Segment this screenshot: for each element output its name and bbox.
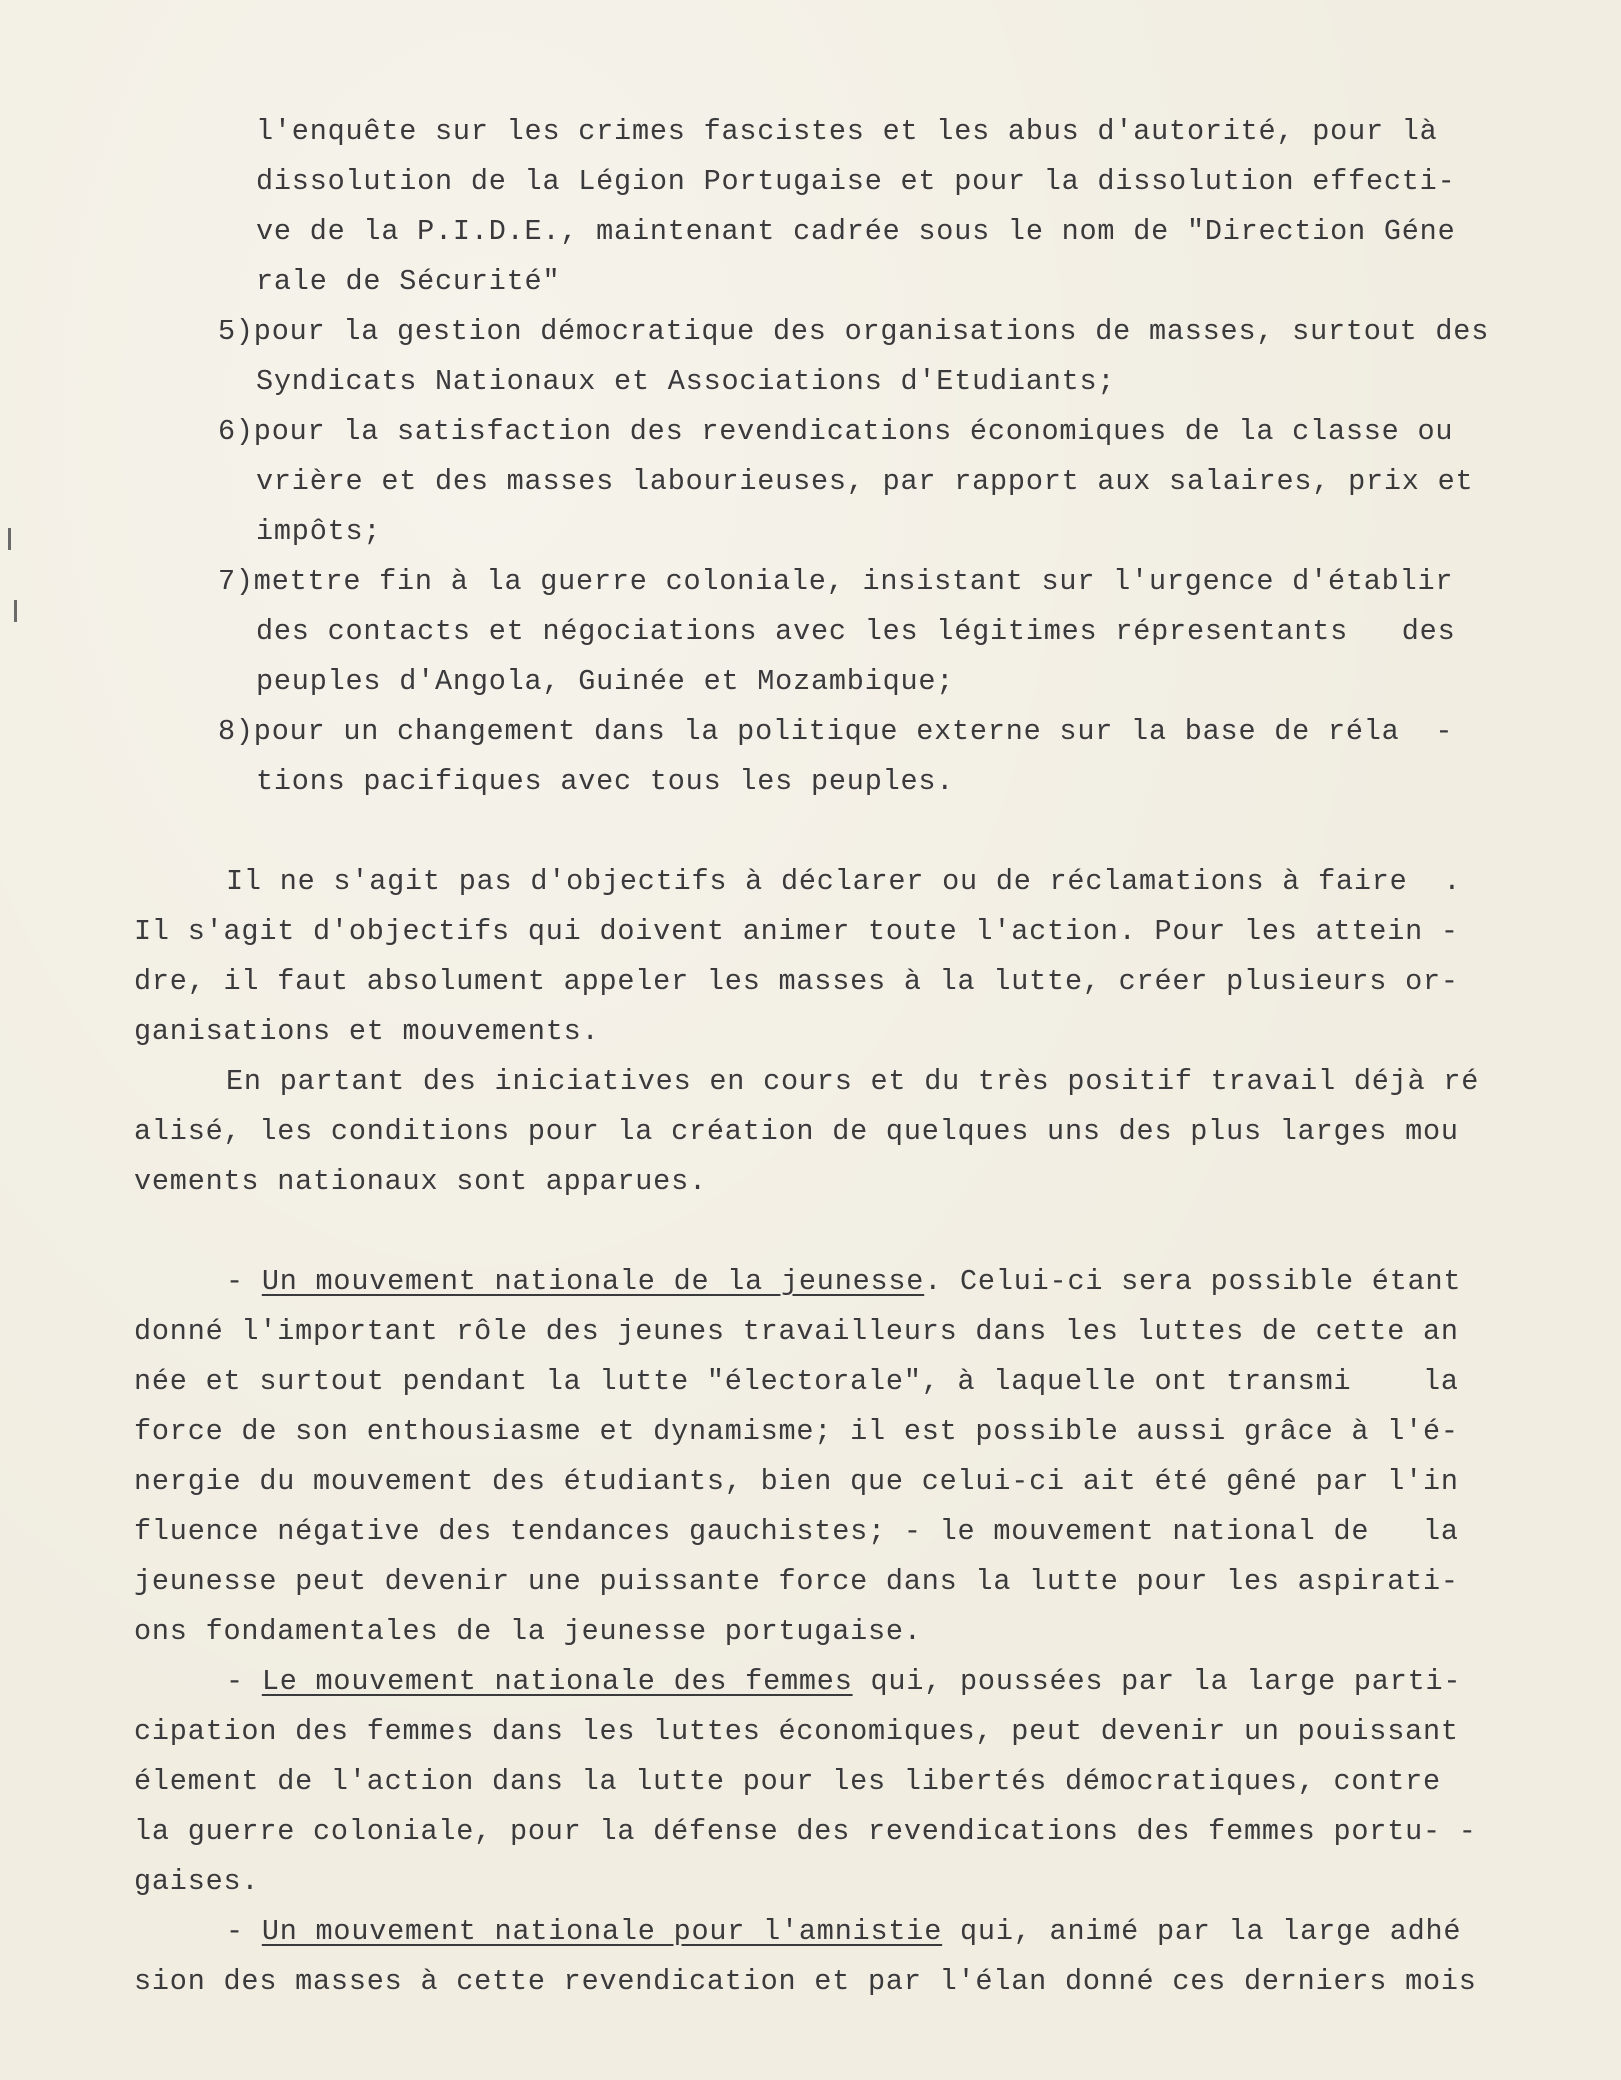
list-item-7: 7)mettre fin à la guerre coloniale, insistant sur l'urgence d'établir	[218, 565, 1454, 598]
text-fragment: qui, animé par la large adhé	[942, 1915, 1462, 1948]
text-line: rale de Sécurité"	[256, 265, 561, 298]
paragraph-line: fluence négative des tendances gauchistes; - le mouvement national de la	[134, 1515, 1459, 1548]
text-line: des contacts et négociations avec les légitimes répresentants des	[256, 615, 1456, 648]
women-movement-heading	[226, 1665, 1461, 1699]
paragraph-line: sion des masses à cette revendication et par l'élan donné ces derniers mois	[134, 1965, 1477, 1998]
text-fragment: qui, poussées par la large parti-	[852, 1665, 1462, 1698]
paragraph-line: nergie du mouvement des étudiants, bien que celui-ci ait été gêné par l'in	[134, 1465, 1459, 1498]
text-line: Syndicats Nationaux et Associations d'Etudiants;	[256, 365, 1116, 398]
text-line: ve de la P.I.D.E., maintenant cadrée sous le nom de "Direction Géne	[256, 215, 1456, 248]
list-item-6: 6)pour la satisfaction des revendications économiques de la classe ou	[218, 415, 1454, 448]
text-line: vrière et des masses labourieuses, par rapport aux salaires, prix et	[256, 465, 1474, 498]
youth-movement-heading	[226, 1265, 1461, 1299]
paragraph-line: cipation des femmes dans les luttes économiques, peut devenir un pouissant	[134, 1715, 1459, 1748]
amnesty-movement-heading	[226, 1915, 1461, 1949]
paragraph-line: force de son enthousiasme et dynamisme; il est possible aussi grâce à l'é-	[134, 1415, 1459, 1448]
amnesty-movement-title: Un mouvement nationale pour l'amnistie	[261, 1915, 943, 1948]
text-fragment: . Celui-ci sera possible étant	[924, 1265, 1462, 1298]
dash: -	[226, 1265, 262, 1298]
paragraph-line: donné l'important rôle des jeunes travailleurs dans les luttes de cette an	[134, 1315, 1459, 1348]
text-line: impôts;	[256, 515, 382, 548]
paragraph-line: jeunesse peut devenir une puissante force dans la lutte pour les aspirati-	[134, 1565, 1459, 1598]
youth-movement-title: Un mouvement nationale de la jeunesse	[261, 1265, 925, 1298]
paragraph-line: la guerre coloniale, pour la défense des revendications des femmes portu- -	[134, 1815, 1477, 1848]
paragraph-line: née et surtout pendant la lutte "électorale", à laquelle ont transmi la	[134, 1365, 1459, 1398]
text-line: tions pacifiques avec tous les peuples.	[256, 765, 955, 798]
paragraph-line: alisé, les conditions pour la création de quelques uns des plus larges mou	[134, 1115, 1459, 1148]
paragraph-line: Il s'agit d'objectifs qui doivent animer toute l'action. Pour les attein -	[134, 915, 1459, 948]
paragraph-line: En partant des iniciatives en cours et du très positif travail déjà ré	[226, 1065, 1480, 1098]
women-movement-title: Le mouvement nationale des femmes	[261, 1665, 853, 1698]
margin-mark	[8, 528, 11, 550]
paragraph-line: ganisations et mouvements.	[134, 1015, 600, 1048]
paragraph-line: dre, il faut absolument appeler les masses à la lutte, créer plusieurs or-	[134, 965, 1459, 998]
dash: -	[226, 1915, 262, 1948]
paragraph-line: Il ne s'agit pas d'objectifs à déclarer ou de réclamations à faire .	[226, 865, 1462, 898]
list-item-8: 8)pour un changement dans la politique externe sur la base de réla -	[218, 715, 1454, 748]
paragraph-line: gaises.	[134, 1865, 260, 1898]
paragraph-line: vements nationaux sont apparues.	[134, 1165, 707, 1198]
margin-mark	[14, 600, 17, 622]
text-line: dissolution de la Légion Portugaise et pour la dissolution effecti-	[256, 165, 1456, 198]
paragraph-line: ons fondamentales de la jeunesse portugaise.	[134, 1615, 922, 1648]
paragraph-line: élement de l'action dans la lutte pour les libertés démocratiques, contre	[134, 1765, 1441, 1798]
text-line: peuples d'Angola, Guinée et Mozambique;	[256, 665, 955, 698]
dash: -	[226, 1665, 262, 1698]
text-line: l'enquête sur les crimes fascistes et les abus d'autorité, pour là	[256, 115, 1438, 148]
list-item-5: 5)pour la gestion démocratique des organisations de masses, surtout des	[218, 315, 1490, 348]
